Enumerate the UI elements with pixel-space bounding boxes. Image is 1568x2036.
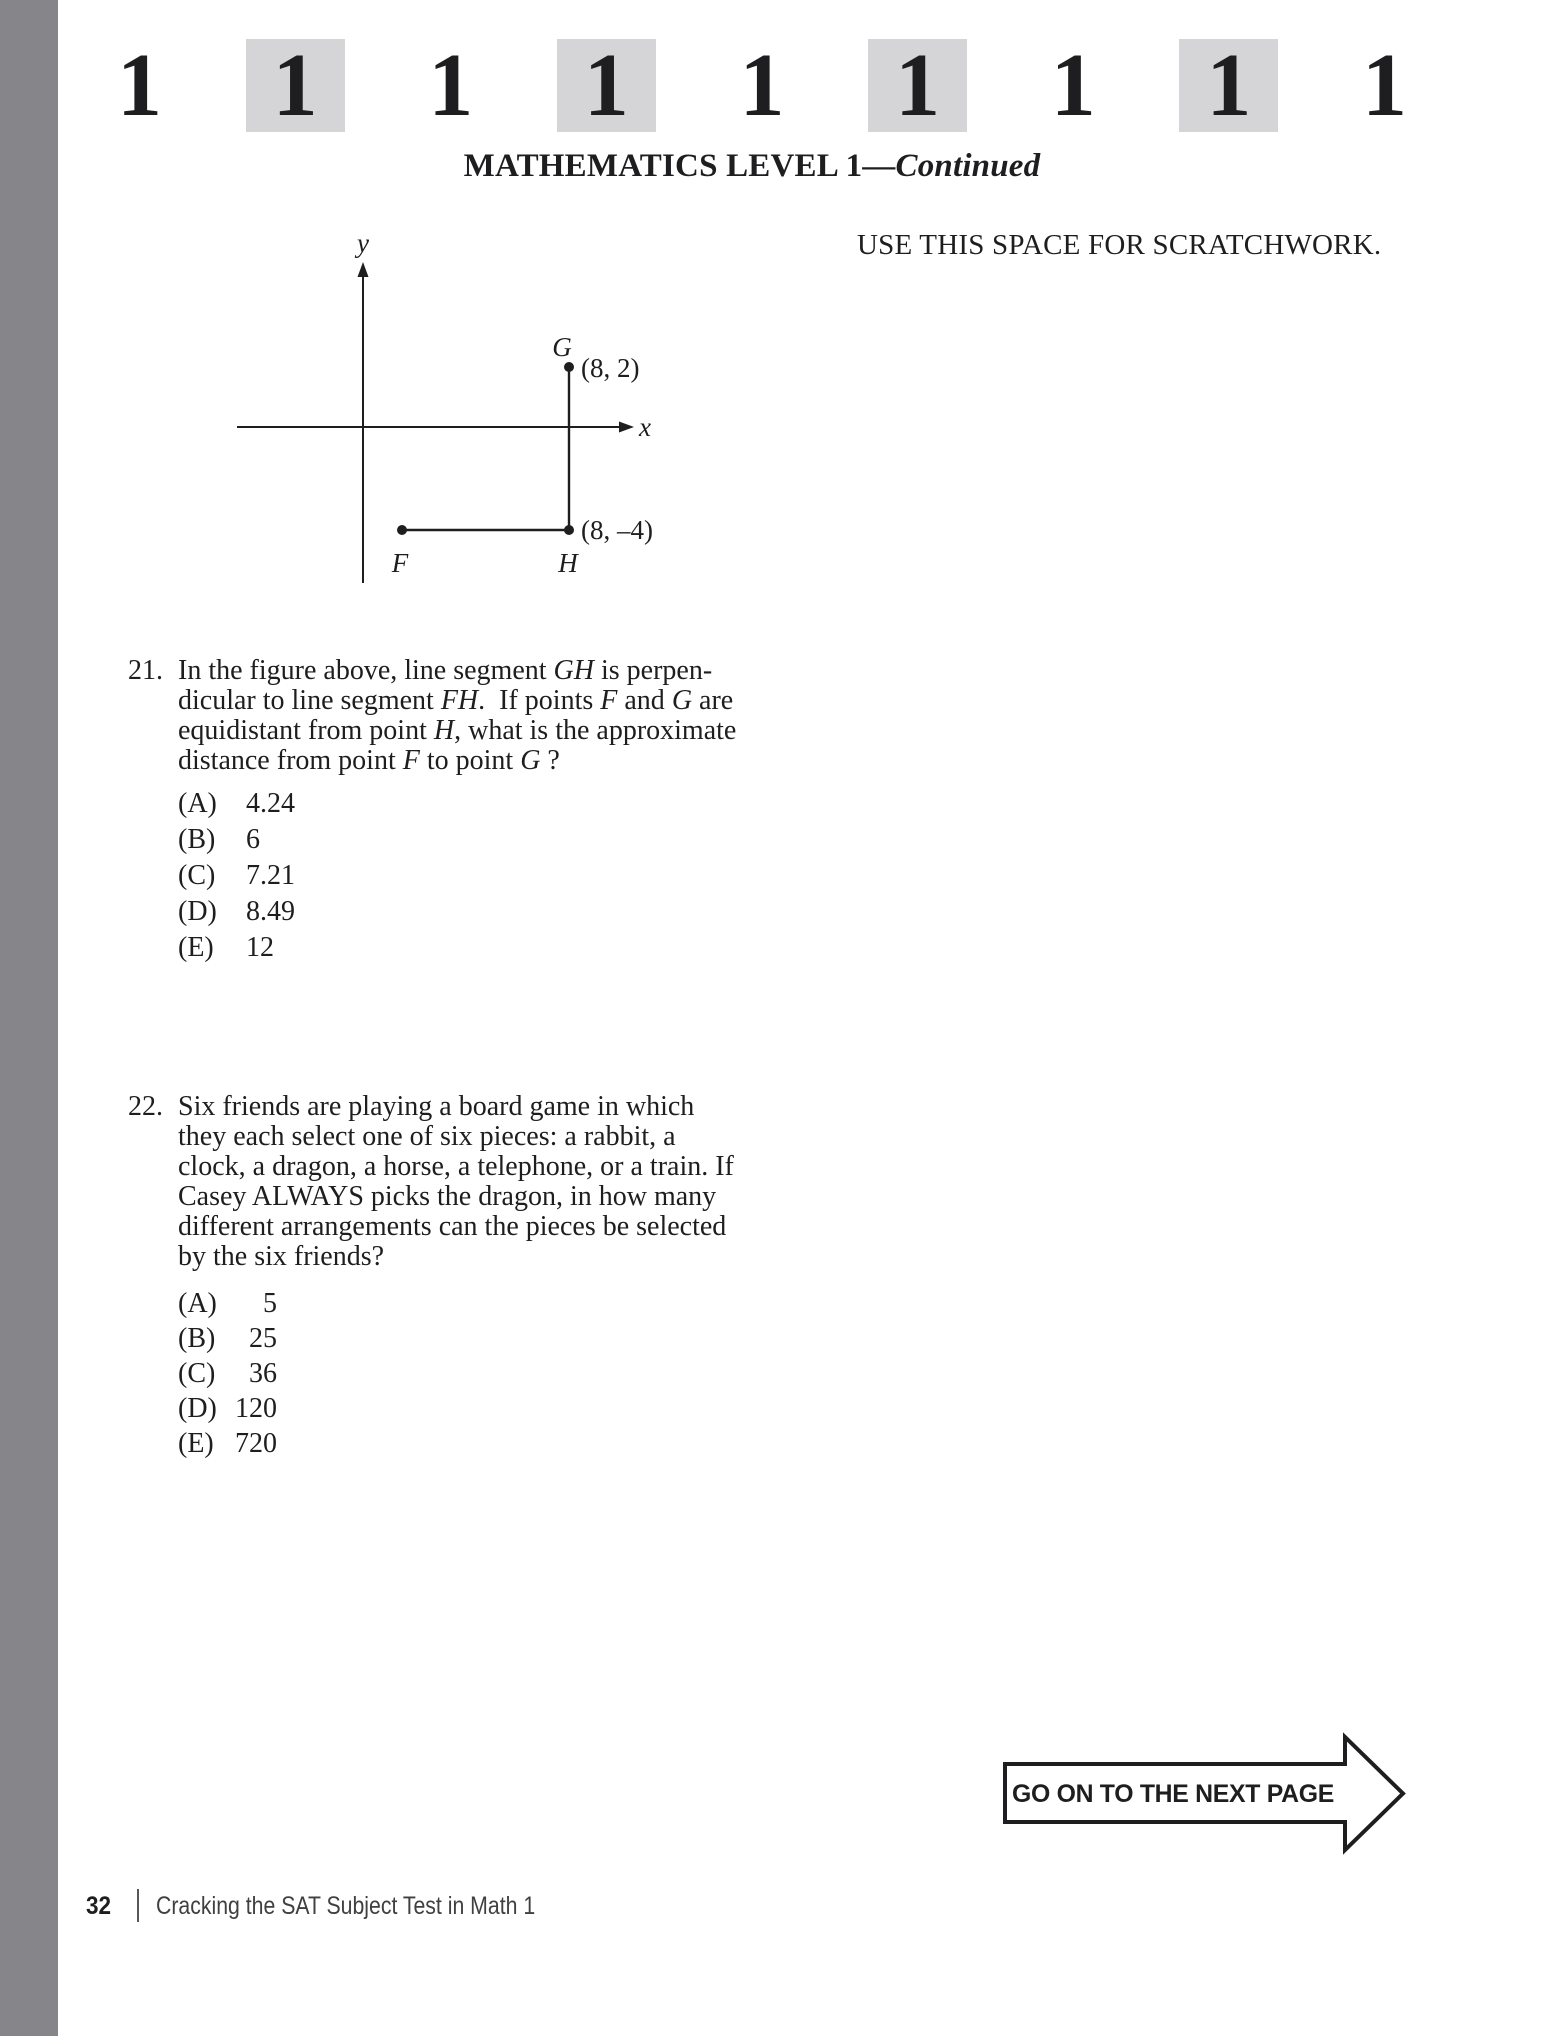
choice-label: (E)	[178, 1428, 214, 1459]
section-digit-boxed: 1	[1179, 39, 1278, 132]
answer-choice	[178, 894, 295, 930]
choice-value: 8.49	[246, 896, 295, 927]
scratchwork-note: USE THIS SPACE FOR SCRATCHWORK.	[857, 229, 1382, 261]
section-digit-boxed: 1	[557, 39, 656, 132]
answer-choice	[178, 1286, 277, 1321]
next-page-arrow	[990, 1725, 1415, 1860]
question-line: distance from point F to point G ?	[178, 745, 560, 776]
choice-value: 5	[263, 1288, 277, 1319]
answer-choice	[178, 1391, 277, 1426]
question-line: equidistant from point H, what is the approximate	[178, 715, 737, 746]
choice-label: (D)	[178, 1393, 217, 1424]
choice-value: 4.24	[246, 788, 295, 819]
answer-choice	[178, 858, 295, 894]
question-line: clock, a dragon, a horse, a telephone, or a train. If	[178, 1151, 734, 1182]
section-title-continued: Continued	[895, 148, 1041, 184]
next-page-label: GO ON TO THE NEXT PAGE	[1012, 1780, 1334, 1808]
question-line: different arrangements can the pieces be selected	[178, 1211, 727, 1242]
question-line: dicular to line segment FH. If points F and G are	[178, 685, 734, 716]
section-digit: 1	[1362, 35, 1407, 135]
question-22-choices	[178, 1286, 277, 1461]
point-h-dot	[564, 525, 574, 535]
choice-label: (A)	[178, 1288, 217, 1319]
question-line: by the six friends?	[178, 1241, 385, 1272]
choice-label: (C)	[178, 860, 216, 891]
point-f-dot	[397, 525, 407, 535]
choice-label: (E)	[178, 932, 214, 963]
question-22-text	[178, 1092, 778, 1272]
question-22-number: 22.	[128, 1091, 163, 1122]
answer-choice	[178, 822, 295, 858]
answer-choice	[178, 1426, 277, 1461]
book-title: Cracking the SAT Subject Test in Math 1	[156, 1892, 536, 1920]
point-h-label: H	[558, 548, 578, 578]
choice-value: 720	[235, 1428, 277, 1459]
point-g-label: G	[552, 332, 572, 362]
point-h-coords: (8, –4)	[581, 515, 653, 545]
section-digit-boxed: 1	[246, 39, 345, 132]
x-axis-label: x	[639, 412, 651, 442]
point-g-dot	[564, 362, 574, 372]
x-axis-arrowhead	[619, 422, 634, 433]
choice-value: 6	[246, 824, 260, 855]
choice-value: 36	[249, 1358, 277, 1389]
page-number: 32	[86, 1892, 112, 1920]
page-edge-bar	[0, 0, 58, 2036]
header-digit-row	[90, 35, 1434, 135]
y-axis-arrowhead	[358, 262, 369, 277]
section-digit-boxed: 1	[868, 39, 967, 132]
choice-label: (D)	[178, 896, 217, 927]
section-digit: 1	[739, 35, 785, 135]
section-title	[0, 148, 1504, 185]
choice-value: 7.21	[246, 860, 295, 891]
question-line: In the figure above, line segment GH is perpen-	[178, 655, 713, 686]
choice-value: 120	[235, 1393, 277, 1424]
question-21-text	[178, 656, 778, 776]
question-line: Six friends are playing a board game in which	[178, 1091, 695, 1122]
choice-label: (A)	[178, 788, 217, 819]
point-g-coords: (8, 2)	[581, 353, 640, 383]
choice-label: (B)	[178, 824, 216, 855]
question-21-choices	[178, 786, 295, 966]
section-digit: 1	[428, 35, 474, 135]
choice-value: 12	[246, 932, 274, 963]
answer-choice	[178, 1356, 277, 1391]
question-line: Casey ALWAYS picks the dragon, in how many	[178, 1181, 717, 1212]
question-line: they each select one of six pieces: a rabbit, a	[178, 1121, 676, 1152]
choice-label: (B)	[178, 1323, 216, 1354]
answer-choice	[178, 1321, 277, 1356]
section-digit: 1	[117, 35, 162, 135]
choice-label: (C)	[178, 1358, 216, 1389]
choice-value: 25	[249, 1323, 277, 1354]
section-title-main: MATHEMATICS LEVEL 1—	[463, 148, 896, 184]
y-axis-label: y	[357, 228, 369, 258]
answer-choice	[178, 786, 295, 822]
footer-divider	[137, 1889, 139, 1922]
section-digit: 1	[1050, 35, 1096, 135]
answer-choice	[178, 930, 295, 966]
question-21-number: 21.	[128, 655, 163, 686]
point-f-label: F	[391, 548, 409, 578]
coordinate-figure	[170, 215, 690, 600]
